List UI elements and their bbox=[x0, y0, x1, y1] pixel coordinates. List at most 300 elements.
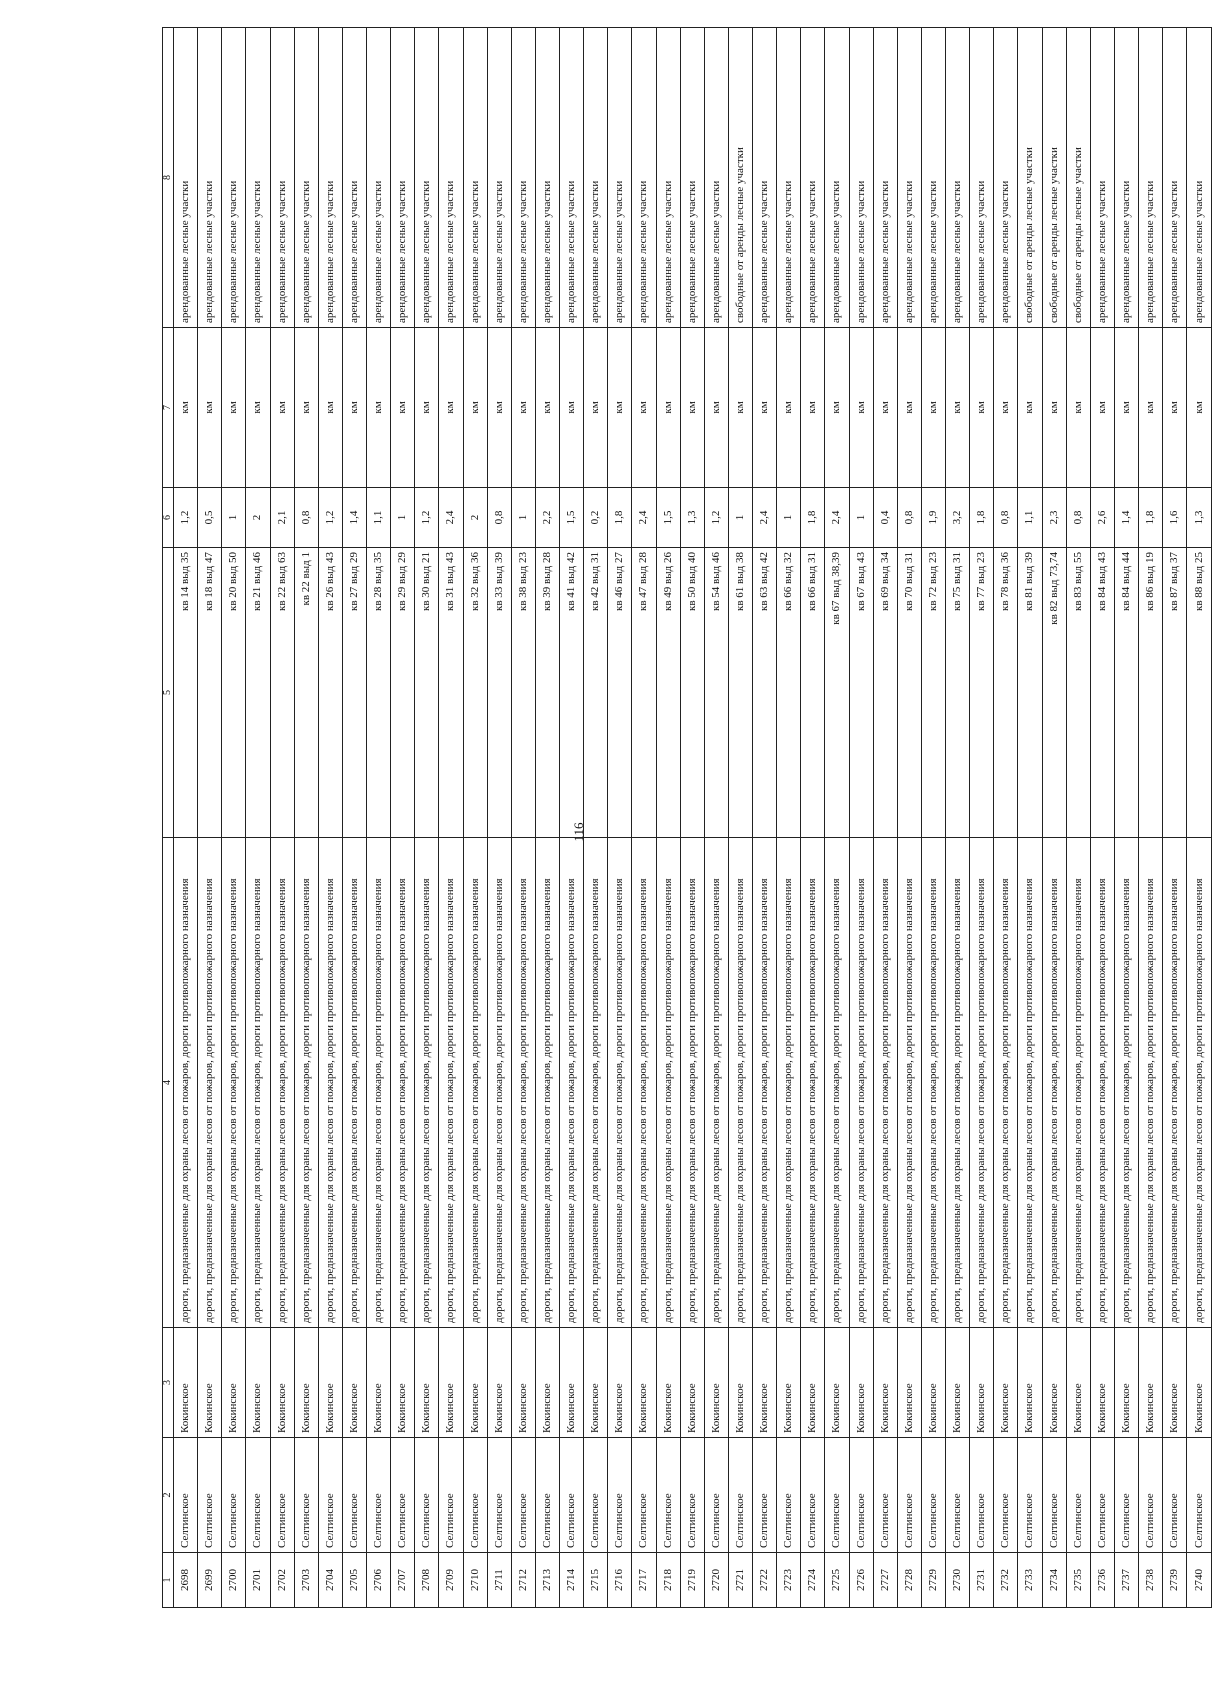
cell-district-forestry: Кокинское bbox=[728, 1328, 752, 1438]
cell-location: кв 32 выд 36 bbox=[463, 548, 487, 838]
cell-location: кв 27 выд 29 bbox=[342, 548, 366, 838]
cell-object-type: дороги, предназначенные для охраны лесов от пожаров, дороги противопожарного назначения bbox=[656, 838, 680, 1328]
cell-location: кв 41 выд 42 bbox=[560, 548, 584, 838]
cell-row-number: 2701 bbox=[246, 1553, 270, 1608]
cell-status: арендованные лесные участки bbox=[1163, 28, 1187, 328]
cell-district-forestry: Кокинское bbox=[825, 1328, 849, 1438]
cell-length: 1,5 bbox=[560, 488, 584, 548]
table-row bbox=[342, 28, 366, 1608]
cell-row-number: 2700 bbox=[222, 1553, 246, 1608]
table-row bbox=[1163, 28, 1187, 1608]
cell-status: арендованные лесные участки bbox=[608, 28, 632, 328]
cell-length: 1,6 bbox=[1163, 488, 1187, 548]
cell-object-type: дороги, предназначенные для охраны лесов от пожаров, дороги противопожарного назначения bbox=[584, 838, 608, 1328]
cell-status: арендованные лесные участки bbox=[270, 28, 294, 328]
cell-unit: км bbox=[439, 328, 463, 488]
cell-location: кв 86 выд 19 bbox=[1139, 548, 1163, 838]
cell-row-number: 2721 bbox=[728, 1553, 752, 1608]
cell-forestry: Селтинское bbox=[897, 1438, 921, 1553]
cell-object-type: дороги, предназначенные для охраны лесов от пожаров, дороги противопожарного назначения bbox=[680, 838, 704, 1328]
cell-length: 1,2 bbox=[704, 488, 728, 548]
cell-unit: км bbox=[921, 328, 945, 488]
cell-unit: км bbox=[1066, 328, 1090, 488]
cell-status: арендованные лесные участки bbox=[680, 28, 704, 328]
cell-row-number: 2722 bbox=[753, 1553, 777, 1608]
cell-row-number: 2729 bbox=[921, 1553, 945, 1608]
cell-row-number: 2726 bbox=[849, 1553, 873, 1608]
cell-unit: км bbox=[946, 328, 970, 488]
cell-forestry: Селтинское bbox=[198, 1438, 222, 1553]
cell-object-type: дороги, предназначенные для охраны лесов от пожаров, дороги противопожарного назначения bbox=[1114, 838, 1138, 1328]
cell-status: арендованные лесные участки bbox=[222, 28, 246, 328]
cell-object-type: дороги, предназначенные для охраны лесов от пожаров, дороги противопожарного назначения bbox=[1187, 838, 1212, 1328]
col-header-6: 6 bbox=[163, 488, 174, 548]
cell-district-forestry: Кокинское bbox=[487, 1328, 511, 1438]
cell-status: арендованные лесные участки bbox=[342, 28, 366, 328]
cell-status: арендованные лесные участки bbox=[632, 28, 656, 328]
cell-district-forestry: Кокинское bbox=[439, 1328, 463, 1438]
cell-forestry: Селтинское bbox=[391, 1438, 415, 1553]
cell-status: арендованные лесные участки bbox=[391, 28, 415, 328]
cell-forestry: Селтинское bbox=[270, 1438, 294, 1553]
cell-length: 1 bbox=[391, 488, 415, 548]
cell-location: кв 63 выд 42 bbox=[753, 548, 777, 838]
cell-forestry: Селтинское bbox=[246, 1438, 270, 1553]
cell-location: кв 21 выд 46 bbox=[246, 548, 270, 838]
cell-forestry: Селтинское bbox=[873, 1438, 897, 1553]
cell-forestry: Селтинское bbox=[1163, 1438, 1187, 1553]
cell-object-type: дороги, предназначенные для охраны лесов от пожаров, дороги противопожарного назначения bbox=[198, 838, 222, 1328]
cell-forestry: Селтинское bbox=[704, 1438, 728, 1553]
cell-object-type: дороги, предназначенные для охраны лесов от пожаров, дороги противопожарного назначения bbox=[970, 838, 994, 1328]
cell-object-type: дороги, предназначенные для охраны лесов от пожаров, дороги противопожарного назначения bbox=[1066, 838, 1090, 1328]
cell-length: 1,8 bbox=[801, 488, 825, 548]
cell-forestry: Селтинское bbox=[463, 1438, 487, 1553]
cell-location: кв 83 выд 55 bbox=[1066, 548, 1090, 838]
cell-object-type: дороги, предназначенные для охраны лесов от пожаров, дороги противопожарного назначения bbox=[801, 838, 825, 1328]
cell-location: кв 50 выд 40 bbox=[680, 548, 704, 838]
table-row bbox=[1066, 28, 1090, 1608]
cell-object-type: дороги, предназначенные для охраны лесов от пожаров, дороги противопожарного назначения bbox=[463, 838, 487, 1328]
cell-status: свободные от аренды лесные участки bbox=[1042, 28, 1066, 328]
cell-length: 0,5 bbox=[198, 488, 222, 548]
table-row bbox=[560, 28, 584, 1608]
cell-status: арендованные лесные участки bbox=[511, 28, 535, 328]
cell-object-type: дороги, предназначенные для охраны лесов от пожаров, дороги противопожарного назначения bbox=[608, 838, 632, 1328]
cell-status: арендованные лесные участки bbox=[198, 28, 222, 328]
cell-district-forestry: Кокинское bbox=[1066, 1328, 1090, 1438]
cell-length: 3,2 bbox=[946, 488, 970, 548]
cell-location: кв 88 выд 25 bbox=[1187, 548, 1212, 838]
cell-location: кв 20 выд 50 bbox=[222, 548, 246, 838]
cell-district-forestry: Кокинское bbox=[560, 1328, 584, 1438]
cell-status: арендованные лесные участки bbox=[584, 28, 608, 328]
cell-object-type: дороги, предназначенные для охраны лесов от пожаров, дороги противопожарного назначения bbox=[777, 838, 801, 1328]
cell-status: арендованные лесные участки bbox=[946, 28, 970, 328]
cell-status: арендованные лесные участки bbox=[367, 28, 391, 328]
cell-district-forestry: Кокинское bbox=[318, 1328, 342, 1438]
col-header-3: 3 bbox=[163, 1328, 174, 1438]
cell-location: кв 47 выд 28 bbox=[632, 548, 656, 838]
cell-object-type: дороги, предназначенные для охраны лесов от пожаров, дороги противопожарного назначения bbox=[270, 838, 294, 1328]
cell-location: кв 66 выд 31 bbox=[801, 548, 825, 838]
cell-unit: км bbox=[246, 328, 270, 488]
col-header-1: 1 bbox=[163, 1553, 174, 1608]
cell-row-number: 2735 bbox=[1066, 1553, 1090, 1608]
cell-district-forestry: Кокинское bbox=[511, 1328, 535, 1438]
cell-length: 1,5 bbox=[656, 488, 680, 548]
cell-district-forestry: Кокинское bbox=[1018, 1328, 1042, 1438]
cell-row-number: 2715 bbox=[584, 1553, 608, 1608]
cell-unit: км bbox=[342, 328, 366, 488]
cell-unit: км bbox=[1163, 328, 1187, 488]
cell-status: арендованные лесные участки bbox=[487, 28, 511, 328]
table-row bbox=[849, 28, 873, 1608]
cell-location: кв 61 выд 38 bbox=[728, 548, 752, 838]
cell-location: кв 30 выд 21 bbox=[415, 548, 439, 838]
cell-object-type: дороги, предназначенные для охраны лесов от пожаров, дороги противопожарного назначения bbox=[535, 838, 559, 1328]
cell-forestry: Селтинское bbox=[825, 1438, 849, 1553]
cell-district-forestry: Кокинское bbox=[222, 1328, 246, 1438]
cell-unit: км bbox=[367, 328, 391, 488]
cell-forestry: Селтинское bbox=[511, 1438, 535, 1553]
cell-forestry: Селтинское bbox=[1018, 1438, 1042, 1553]
cell-object-type: дороги, предназначенные для охраны лесов от пожаров, дороги противопожарного назначения bbox=[825, 838, 849, 1328]
cell-unit: км bbox=[994, 328, 1018, 488]
cell-unit: км bbox=[680, 328, 704, 488]
cell-object-type: дороги, предназначенные для охраны лесов от пожаров, дороги противопожарного назначения bbox=[921, 838, 945, 1328]
cell-length: 2,1 bbox=[270, 488, 294, 548]
table-row bbox=[439, 28, 463, 1608]
table-row bbox=[584, 28, 608, 1608]
cell-district-forestry: Кокинское bbox=[1187, 1328, 1212, 1438]
table-body bbox=[174, 28, 1212, 1608]
table-row bbox=[1139, 28, 1163, 1608]
cell-district-forestry: Кокинское bbox=[994, 1328, 1018, 1438]
cell-forestry: Селтинское bbox=[487, 1438, 511, 1553]
cell-location: кв 18 выд 47 bbox=[198, 548, 222, 838]
cell-unit: км bbox=[873, 328, 897, 488]
cell-length: 1 bbox=[511, 488, 535, 548]
cell-status: арендованные лесные участки bbox=[463, 28, 487, 328]
cell-location: кв 70 выд 31 bbox=[897, 548, 921, 838]
cell-unit: км bbox=[222, 328, 246, 488]
cell-row-number: 2728 bbox=[897, 1553, 921, 1608]
col-header-2: 2 bbox=[163, 1438, 174, 1553]
cell-unit: км bbox=[1187, 328, 1212, 488]
cell-location: кв 82 выд 73,74 bbox=[1042, 548, 1066, 838]
cell-object-type: дороги, предназначенные для охраны лесов от пожаров, дороги противопожарного назначения bbox=[946, 838, 970, 1328]
cell-unit: км bbox=[270, 328, 294, 488]
cell-row-number: 2730 bbox=[946, 1553, 970, 1608]
cell-status: арендованные лесные участки bbox=[849, 28, 873, 328]
cell-forestry: Селтинское bbox=[801, 1438, 825, 1553]
cell-row-number: 2711 bbox=[487, 1553, 511, 1608]
cell-object-type: дороги, предназначенные для охраны лесов от пожаров, дороги противопожарного назначения bbox=[1139, 838, 1163, 1328]
cell-length: 1,8 bbox=[608, 488, 632, 548]
cell-row-number: 2725 bbox=[825, 1553, 849, 1608]
cell-location: кв 46 выд 27 bbox=[608, 548, 632, 838]
cell-location: кв 84 выд 43 bbox=[1090, 548, 1114, 838]
rotated-table-container bbox=[162, 28, 1212, 1608]
cell-length: 2,4 bbox=[753, 488, 777, 548]
cell-row-number: 2719 bbox=[680, 1553, 704, 1608]
cell-location: кв 54 выд 46 bbox=[704, 548, 728, 838]
cell-row-number: 2727 bbox=[873, 1553, 897, 1608]
cell-object-type: дороги, предназначенные для охраны лесов от пожаров, дороги противопожарного назначения bbox=[704, 838, 728, 1328]
cell-object-type: дороги, предназначенные для охраны лесов от пожаров, дороги противопожарного назначения bbox=[391, 838, 415, 1328]
cell-row-number: 2716 bbox=[608, 1553, 632, 1608]
cell-object-type: дороги, предназначенные для охраны лесов от пожаров, дороги противопожарного назначения bbox=[367, 838, 391, 1328]
cell-status: свободные от аренды лесные участки bbox=[1018, 28, 1042, 328]
cell-length: 1,1 bbox=[367, 488, 391, 548]
cell-row-number: 2708 bbox=[415, 1553, 439, 1608]
cell-row-number: 2702 bbox=[270, 1553, 294, 1608]
cell-location: кв 39 выд 28 bbox=[535, 548, 559, 838]
cell-row-number: 2703 bbox=[294, 1553, 318, 1608]
cell-location: кв 22 выд 1 bbox=[294, 548, 318, 838]
cell-district-forestry: Кокинское bbox=[463, 1328, 487, 1438]
cell-unit: км bbox=[897, 328, 921, 488]
cell-object-type: дороги, предназначенные для охраны лесов от пожаров, дороги противопожарного назначения bbox=[439, 838, 463, 1328]
cell-row-number: 2714 bbox=[560, 1553, 584, 1608]
cell-unit: км bbox=[632, 328, 656, 488]
table-row bbox=[994, 28, 1018, 1608]
cell-forestry: Селтинское bbox=[753, 1438, 777, 1553]
cell-location: кв 66 выд 32 bbox=[777, 548, 801, 838]
cell-district-forestry: Кокинское bbox=[608, 1328, 632, 1438]
cell-object-type: дороги, предназначенные для охраны лесов от пожаров, дороги противопожарного назначения bbox=[1163, 838, 1187, 1328]
cell-forestry: Селтинское bbox=[849, 1438, 873, 1553]
cell-object-type: дороги, предназначенные для охраны лесов от пожаров, дороги противопожарного назначения bbox=[897, 838, 921, 1328]
cell-unit: км bbox=[849, 328, 873, 488]
cell-location: кв 67 выд 38,39 bbox=[825, 548, 849, 838]
cell-district-forestry: Кокинское bbox=[1114, 1328, 1138, 1438]
cell-district-forestry: Кокинское bbox=[1139, 1328, 1163, 1438]
cell-status: арендованные лесные участки bbox=[1114, 28, 1138, 328]
cell-status: арендованные лесные участки bbox=[294, 28, 318, 328]
cell-forestry: Селтинское bbox=[1187, 1438, 1212, 1553]
cell-location: кв 31 выд 43 bbox=[439, 548, 463, 838]
cell-unit: км bbox=[584, 328, 608, 488]
cell-district-forestry: Кокинское bbox=[535, 1328, 559, 1438]
cell-row-number: 2734 bbox=[1042, 1553, 1066, 1608]
table-row bbox=[704, 28, 728, 1608]
cell-location: кв 81 выд 39 bbox=[1018, 548, 1042, 838]
table-row bbox=[801, 28, 825, 1608]
cell-district-forestry: Кокинское bbox=[294, 1328, 318, 1438]
cell-row-number: 2704 bbox=[318, 1553, 342, 1608]
cell-district-forestry: Кокинское bbox=[342, 1328, 366, 1438]
cell-row-number: 2699 bbox=[198, 1553, 222, 1608]
table-row bbox=[463, 28, 487, 1608]
cell-district-forestry: Кокинское bbox=[753, 1328, 777, 1438]
table-row bbox=[174, 28, 198, 1608]
cell-row-number: 2720 bbox=[704, 1553, 728, 1608]
table-row bbox=[391, 28, 415, 1608]
cell-object-type: дороги, предназначенные для охраны лесов от пожаров, дороги противопожарного назначения bbox=[246, 838, 270, 1328]
table-row bbox=[294, 28, 318, 1608]
cell-forestry: Селтинское bbox=[174, 1438, 198, 1553]
cell-status: арендованные лесные участки bbox=[656, 28, 680, 328]
cell-forestry: Селтинское bbox=[222, 1438, 246, 1553]
table-row bbox=[1018, 28, 1042, 1608]
cell-forestry: Селтинское bbox=[1090, 1438, 1114, 1553]
cell-forestry: Селтинское bbox=[318, 1438, 342, 1553]
cell-unit: км bbox=[318, 328, 342, 488]
cell-length: 1,3 bbox=[1187, 488, 1212, 548]
cell-length: 1,2 bbox=[174, 488, 198, 548]
table-row bbox=[270, 28, 294, 1608]
cell-unit: км bbox=[728, 328, 752, 488]
cell-status: арендованные лесные участки bbox=[415, 28, 439, 328]
cell-unit: км bbox=[970, 328, 994, 488]
cell-district-forestry: Кокинское bbox=[246, 1328, 270, 1438]
cell-unit: км bbox=[801, 328, 825, 488]
cell-location: кв 14 выд 35 bbox=[174, 548, 198, 838]
cell-row-number: 2717 bbox=[632, 1553, 656, 1608]
cell-district-forestry: Кокинское bbox=[849, 1328, 873, 1438]
cell-status: свободные от аренды лесные участки bbox=[1066, 28, 1090, 328]
cell-forestry: Селтинское bbox=[680, 1438, 704, 1553]
cell-status: арендованные лесные участки bbox=[994, 28, 1018, 328]
cell-district-forestry: Кокинское bbox=[391, 1328, 415, 1438]
table-row bbox=[753, 28, 777, 1608]
col-header-4: 4 bbox=[163, 838, 174, 1328]
cell-location: кв 42 выд 31 bbox=[584, 548, 608, 838]
cell-location: кв 67 выд 43 bbox=[849, 548, 873, 838]
cell-length: 1,2 bbox=[415, 488, 439, 548]
cell-location: кв 26 выд 43 bbox=[318, 548, 342, 838]
cell-district-forestry: Кокинское bbox=[1042, 1328, 1066, 1438]
cell-district-forestry: Кокинское bbox=[970, 1328, 994, 1438]
cell-forestry: Селтинское bbox=[994, 1438, 1018, 1553]
cell-object-type: дороги, предназначенные для охраны лесов от пожаров, дороги противопожарного назначения bbox=[1018, 838, 1042, 1328]
cell-object-type: дороги, предназначенные для охраны лесов от пожаров, дороги противопожарного назначения bbox=[511, 838, 535, 1328]
cell-status: свободные от аренды лесные участки bbox=[728, 28, 752, 328]
cell-row-number: 2737 bbox=[1114, 1553, 1138, 1608]
cell-unit: км bbox=[560, 328, 584, 488]
cell-length: 0,2 bbox=[584, 488, 608, 548]
cell-length: 0,8 bbox=[1066, 488, 1090, 548]
cell-district-forestry: Кокинское bbox=[632, 1328, 656, 1438]
cell-unit: км bbox=[535, 328, 559, 488]
cell-object-type: дороги, предназначенные для охраны лесов от пожаров, дороги противопожарного назначения bbox=[849, 838, 873, 1328]
cell-status: арендованные лесные участки bbox=[1187, 28, 1212, 328]
cell-length: 1,2 bbox=[318, 488, 342, 548]
cell-unit: км bbox=[463, 328, 487, 488]
cell-unit: км bbox=[174, 328, 198, 488]
cell-location: кв 72 выд 23 bbox=[921, 548, 945, 838]
cell-object-type: дороги, предназначенные для охраны лесов от пожаров, дороги противопожарного назначения bbox=[1090, 838, 1114, 1328]
cell-district-forestry: Кокинское bbox=[777, 1328, 801, 1438]
cell-unit: км bbox=[777, 328, 801, 488]
cell-unit: км bbox=[753, 328, 777, 488]
cell-row-number: 2718 bbox=[656, 1553, 680, 1608]
table-row bbox=[535, 28, 559, 1608]
table-row bbox=[1042, 28, 1066, 1608]
cell-length: 1,4 bbox=[1114, 488, 1138, 548]
cell-forestry: Селтинское bbox=[415, 1438, 439, 1553]
cell-district-forestry: Кокинское bbox=[270, 1328, 294, 1438]
cell-length: 1 bbox=[728, 488, 752, 548]
cell-unit: км bbox=[704, 328, 728, 488]
cell-status: арендованные лесные участки bbox=[873, 28, 897, 328]
cell-district-forestry: Кокинское bbox=[873, 1328, 897, 1438]
data-table bbox=[162, 27, 1212, 1608]
cell-row-number: 2740 bbox=[1187, 1553, 1212, 1608]
table-row bbox=[1090, 28, 1114, 1608]
cell-length: 2 bbox=[463, 488, 487, 548]
cell-location: кв 75 выд 31 bbox=[946, 548, 970, 838]
table-row bbox=[511, 28, 535, 1608]
cell-unit: км bbox=[608, 328, 632, 488]
cell-unit: км bbox=[391, 328, 415, 488]
cell-district-forestry: Кокинское bbox=[704, 1328, 728, 1438]
cell-row-number: 2732 bbox=[994, 1553, 1018, 1608]
cell-length: 1 bbox=[777, 488, 801, 548]
col-header-7: 7 bbox=[163, 328, 174, 488]
cell-location: кв 22 выд 63 bbox=[270, 548, 294, 838]
table-row bbox=[415, 28, 439, 1608]
cell-forestry: Селтинское bbox=[1042, 1438, 1066, 1553]
cell-object-type: дороги, предназначенные для охраны лесов от пожаров, дороги противопожарного назначения bbox=[728, 838, 752, 1328]
cell-district-forestry: Кокинское bbox=[1163, 1328, 1187, 1438]
cell-object-type: дороги, предназначенные для охраны лесов от пожаров, дороги противопожарного назначения bbox=[174, 838, 198, 1328]
cell-object-type: дороги, предназначенные для охраны лесов от пожаров, дороги противопожарного назначения bbox=[487, 838, 511, 1328]
cell-row-number: 2723 bbox=[777, 1553, 801, 1608]
cell-forestry: Селтинское bbox=[1139, 1438, 1163, 1553]
cell-unit: км bbox=[294, 328, 318, 488]
page-number: 116 bbox=[571, 822, 586, 842]
col-header-8: 8 bbox=[163, 28, 174, 328]
cell-length: 1,4 bbox=[342, 488, 366, 548]
cell-location: кв 28 выд 35 bbox=[367, 548, 391, 838]
cell-district-forestry: Кокинское bbox=[174, 1328, 198, 1438]
cell-forestry: Селтинское bbox=[367, 1438, 391, 1553]
cell-length: 1,8 bbox=[970, 488, 994, 548]
cell-length: 1,1 bbox=[1018, 488, 1042, 548]
cell-status: арендованные лесные участки bbox=[970, 28, 994, 328]
cell-row-number: 2739 bbox=[1163, 1553, 1187, 1608]
cell-status: арендованные лесные участки bbox=[318, 28, 342, 328]
cell-row-number: 2731 bbox=[970, 1553, 994, 1608]
cell-object-type: дороги, предназначенные для охраны лесов от пожаров, дороги противопожарного назначения bbox=[1042, 838, 1066, 1328]
cell-status: арендованные лесные участки bbox=[801, 28, 825, 328]
table-row bbox=[656, 28, 680, 1608]
cell-unit: км bbox=[415, 328, 439, 488]
cell-object-type: дороги, предназначенные для охраны лесов от пожаров, дороги противопожарного назначения bbox=[873, 838, 897, 1328]
cell-location: кв 38 выд 23 bbox=[511, 548, 535, 838]
cell-object-type: дороги, предназначенные для охраны лесов от пожаров, дороги противопожарного назначения bbox=[632, 838, 656, 1328]
cell-forestry: Селтинское bbox=[608, 1438, 632, 1553]
cell-district-forestry: Кокинское bbox=[921, 1328, 945, 1438]
cell-location: кв 29 выд 29 bbox=[391, 548, 415, 838]
cell-object-type: дороги, предназначенные для охраны лесов от пожаров, дороги противопожарного назначения bbox=[415, 838, 439, 1328]
cell-unit: км bbox=[1018, 328, 1042, 488]
table-row bbox=[198, 28, 222, 1608]
cell-row-number: 2710 bbox=[463, 1553, 487, 1608]
cell-row-number: 2706 bbox=[367, 1553, 391, 1608]
table-row bbox=[921, 28, 945, 1608]
cell-row-number: 2738 bbox=[1139, 1553, 1163, 1608]
cell-forestry: Селтинское bbox=[777, 1438, 801, 1553]
cell-district-forestry: Кокинское bbox=[656, 1328, 680, 1438]
cell-forestry: Селтинское bbox=[921, 1438, 945, 1553]
cell-status: арендованные лесные участки bbox=[777, 28, 801, 328]
table-row bbox=[728, 28, 752, 1608]
cell-object-type: дороги, предназначенные для охраны лесов от пожаров, дороги противопожарного назначения bbox=[294, 838, 318, 1328]
